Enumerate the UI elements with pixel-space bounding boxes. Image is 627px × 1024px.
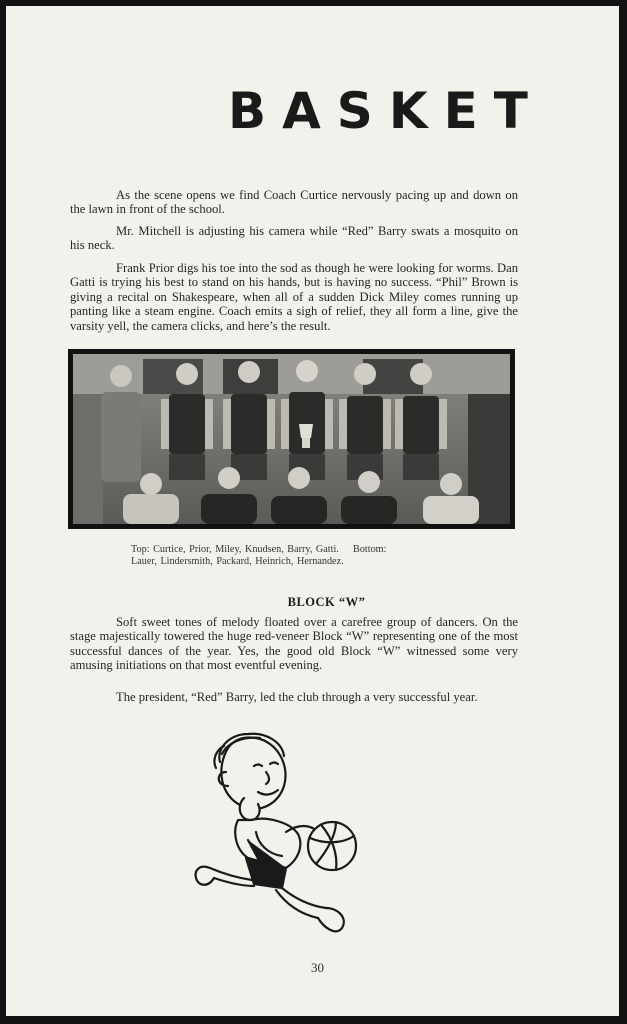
intro-paragraph-2: Mr. Mitchell is adjusting his camera while “Red” Barry swats a mosquito on his neck. [70,224,518,253]
intro-paragraph-3: Frank Prior digs his toe into the sod as though he were looking for worms. Dan Gatti is trying his best to stand on his hands, but is having no success. “Phil” Brown is giving a recital on Shakespeare, when all of a sudden Dick Miley comes running up panting like a steam engine. Coach emits a sigh of relief, they all form a line, give the varsity yell, the camera clicks, and here’s the result. [70,261,518,333]
page-number: 30 [311,960,324,975]
photo-caption-line-2: Lauer, Lindersmith, Packard, Heinrich, Hernandez. [131,555,344,567]
block-w-paragraph-1: Soft sweet tones of melody floated over a carefree group of dancers. On the stage majestically towered the huge red-veneer Block “W” representing one of the most successful dances of the year. Yes, the good old Block “W” witnessed some very amusing initiations on that most eventful evening. [70,615,518,673]
page-title: BASKET [228,82,544,140]
team-photo-image [73,354,510,524]
basketball-player-cartoon-icon [186,728,368,940]
block-w-heading: BLOCK “W” [287,595,366,609]
photo-caption-line-1: Top: Curtice, Prior, Miley, Knudsen, Barry, Gatti. Bottom: [131,544,387,555]
team-photo [68,349,515,529]
photo-caption [131,544,491,567]
intro-paragraph-1: As the scene opens we find Coach Curtice nervously pacing up and down on the lawn in front of the school. [70,188,518,217]
yearbook-page [6,6,619,1016]
block-w-paragraph-2: The president, “Red” Barry, led the club through a very successful year. [116,690,478,704]
